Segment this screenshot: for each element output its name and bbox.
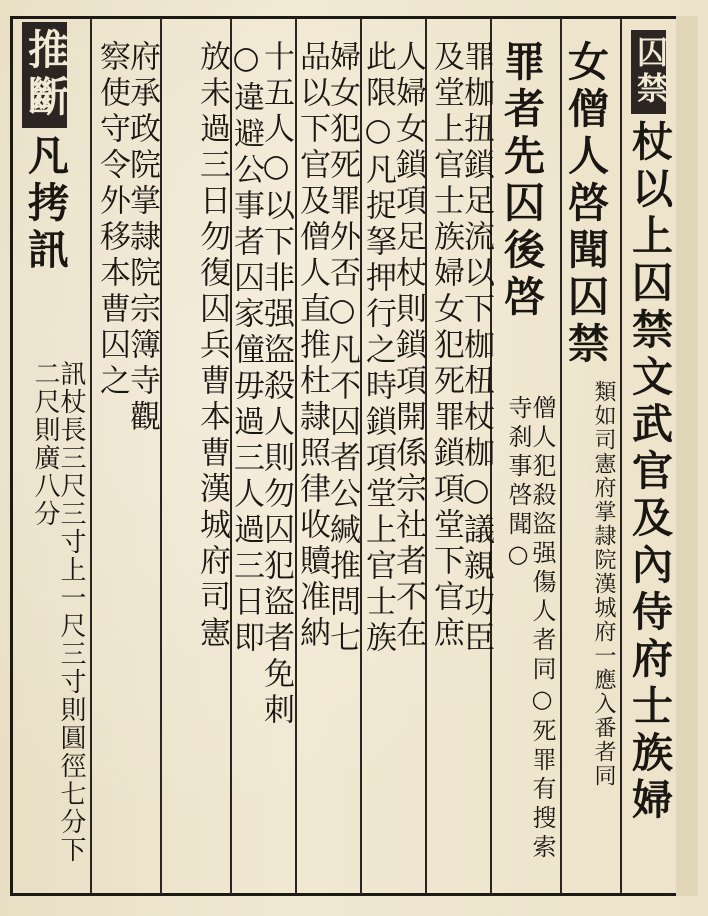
- column-rule: [90, 18, 92, 894]
- annotation-column-15: [22, 360, 84, 890]
- annotation-column-3: [494, 395, 554, 875]
- text-column-8: [324, 40, 360, 900]
- column-text: 婦女犯死罪外否○凡不囚者公緘推問七: [324, 40, 360, 657]
- column-text: 罪者先囚後啓: [497, 40, 545, 322]
- column-text: 察使守令外移本曹囚之: [94, 40, 130, 400]
- section-heading-imprison: 囚禁: [631, 30, 666, 114]
- column-text: 府承政院掌隷院宗簿寺觀: [124, 40, 160, 436]
- column-text: 十五人○以下非强盜殺人則勿囚犯盜者免刺: [258, 40, 294, 729]
- column-rule: [160, 18, 162, 894]
- column-text: 品以下官及僧人直推杜隷照律收贖准納: [294, 40, 330, 652]
- section-heading-judgement: 推斷: [22, 22, 67, 128]
- text-column-11: [228, 40, 264, 900]
- gutter-next-page: [676, 16, 698, 896]
- annotation-text: 類如司憲府掌隷院漢城府一應入番者同: [591, 380, 616, 788]
- text-column-10: [258, 40, 294, 900]
- column-text: 凡拷訊: [21, 134, 69, 275]
- column-text: 罪枷扭鎖足流以下枷杻杖枷○議親功臣: [458, 40, 494, 657]
- column-text: 及堂上官士族婦女犯死罪鎖項堂下官庶: [428, 40, 464, 652]
- column-text: 放未過三日勿復囚兵曹本曹漢城府司憲: [194, 40, 230, 652]
- text-column-7: [360, 40, 396, 900]
- annotation-text: 僧人犯殺盜强傷人者同○死罪有搜索寺刹事啓聞○: [504, 395, 556, 863]
- annotation-column-2: [588, 380, 614, 860]
- column-text: 此限○凡捉拏押行之時鎖項堂上官士族: [360, 40, 396, 657]
- column-text: 杖以上囚禁文武官及內侍府士族婦: [625, 120, 673, 825]
- text-column-3: [497, 40, 545, 380]
- text-column-1: [625, 30, 673, 890]
- text-column-12: [194, 40, 230, 900]
- text-column-14: [94, 40, 130, 900]
- text-column-4: [458, 40, 494, 900]
- text-column-15: [22, 22, 67, 352]
- text-column-13: [124, 40, 160, 900]
- annotation-text: 訊杖長三尺三寸上一尺三寸則圓徑七分下二尺則廣八分: [30, 360, 86, 864]
- column-text: ○違避公事者囚家僮毋過三人過三日即: [228, 40, 264, 657]
- column-text: 人婦女鎖項足杖則鎖項開係宗社者不在: [390, 40, 426, 652]
- column-rule: [620, 18, 622, 894]
- text-column-5: [428, 40, 464, 900]
- text-column-9: [294, 40, 330, 900]
- column-text: 女僧人啓聞囚禁: [561, 40, 609, 369]
- text-column-6: [390, 40, 426, 900]
